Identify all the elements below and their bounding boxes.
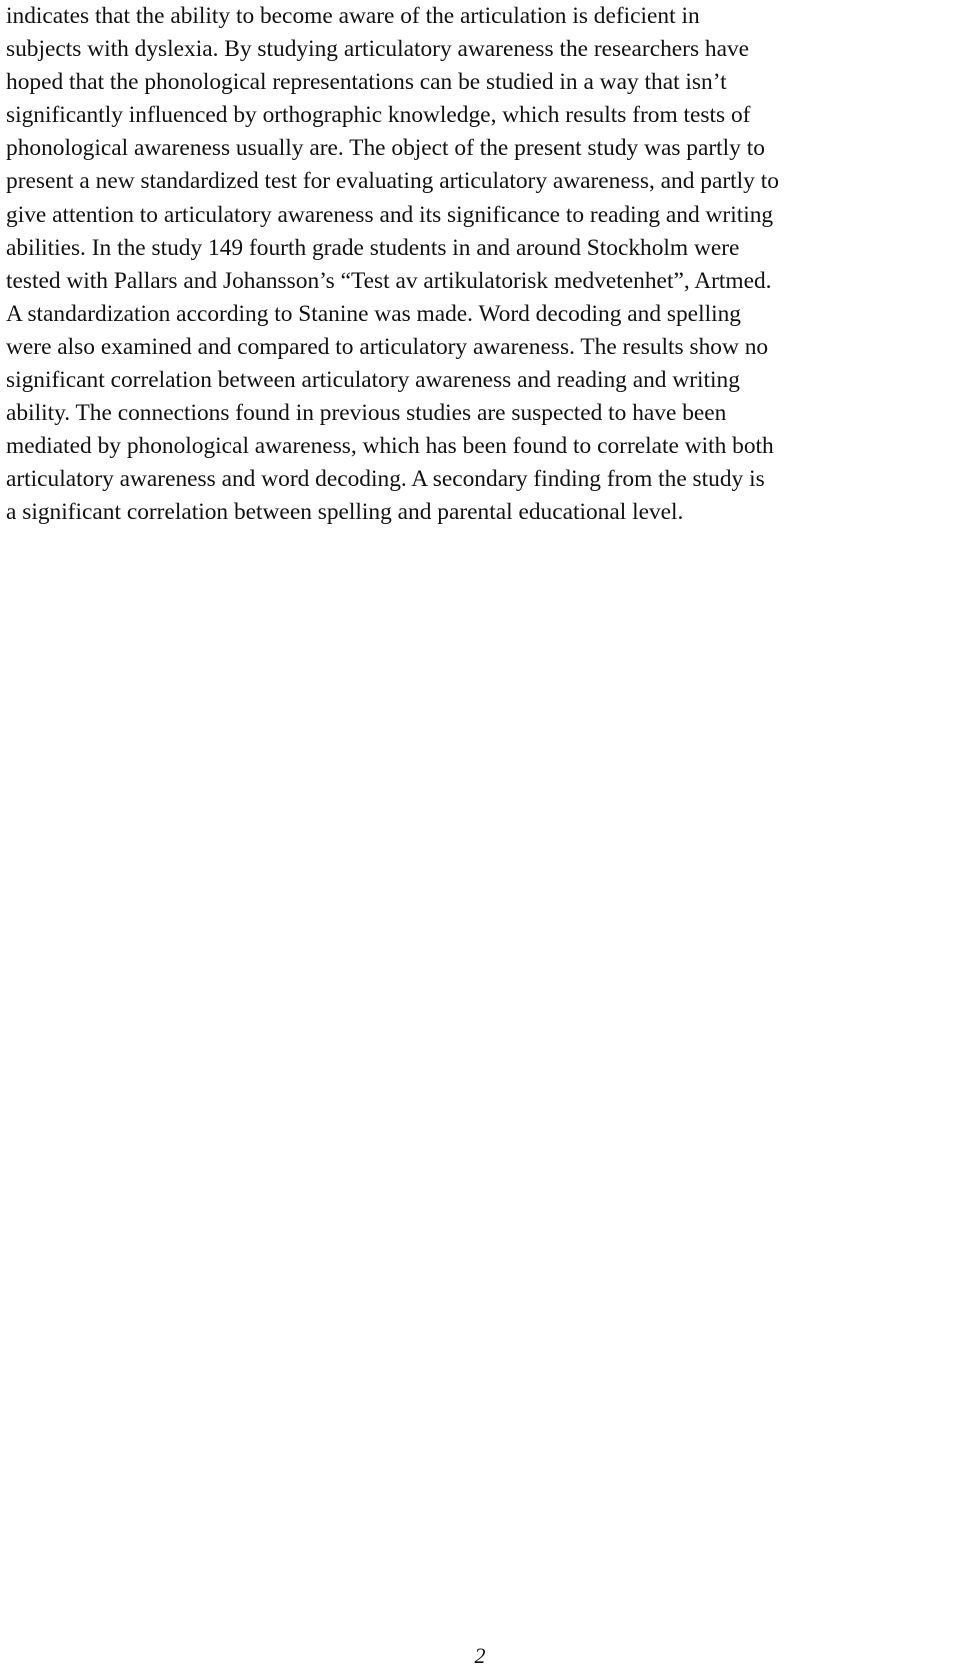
page-number: 2 — [474, 1643, 486, 1668]
paragraph-line: give attention to articulatory awareness and its significance to reading and writing — [6, 201, 774, 228]
paragraph-line: subjects with dyslexia. By studying articulatory awareness the researchers have — [6, 36, 750, 63]
paragraph-line: significantly influenced by orthographic knowledge, which results from tests of — [6, 102, 751, 129]
paragraph-line: ability. The connections found in previous studies are suspected to have been — [6, 400, 727, 427]
paragraph-line: articulatory awareness and word decoding. A secondary finding from the study is — [6, 466, 765, 493]
paragraph-line: present a new standardized test for evaluating articulatory awareness, and partly to — [6, 168, 779, 195]
paragraph-line: were also examined and compared to articulatory awareness. The results show no — [6, 333, 769, 360]
paragraph-line: hoped that the phonological representations can be studied in a way that isn’t — [6, 69, 727, 96]
paragraph-line: a significant correlation between spelling and parental educational level. — [6, 499, 684, 526]
paragraph-line: A standardization according to Stanine was made. Word decoding and spelling — [6, 300, 741, 327]
paragraph-line: tested with Pallars and Johansson’s “Test av artikulatorisk medvetenhet”, Artmed. — [6, 267, 772, 294]
paragraph-line: phonological awareness usually are. The object of the present study was partly to — [6, 135, 765, 162]
paragraph-line: mediated by phonological awareness, which has been found to correlate with both — [6, 433, 774, 460]
paragraph-line: significant correlation between articulatory awareness and reading and writing — [6, 367, 740, 394]
paragraph-line: abilities. In the study 149 fourth grade students in and around Stockholm were — [6, 234, 740, 261]
paragraph-line: indicates that the ability to become aware of the articulation is deficient in — [6, 3, 700, 29]
abstract-paragraph — [6, 0, 956, 530]
